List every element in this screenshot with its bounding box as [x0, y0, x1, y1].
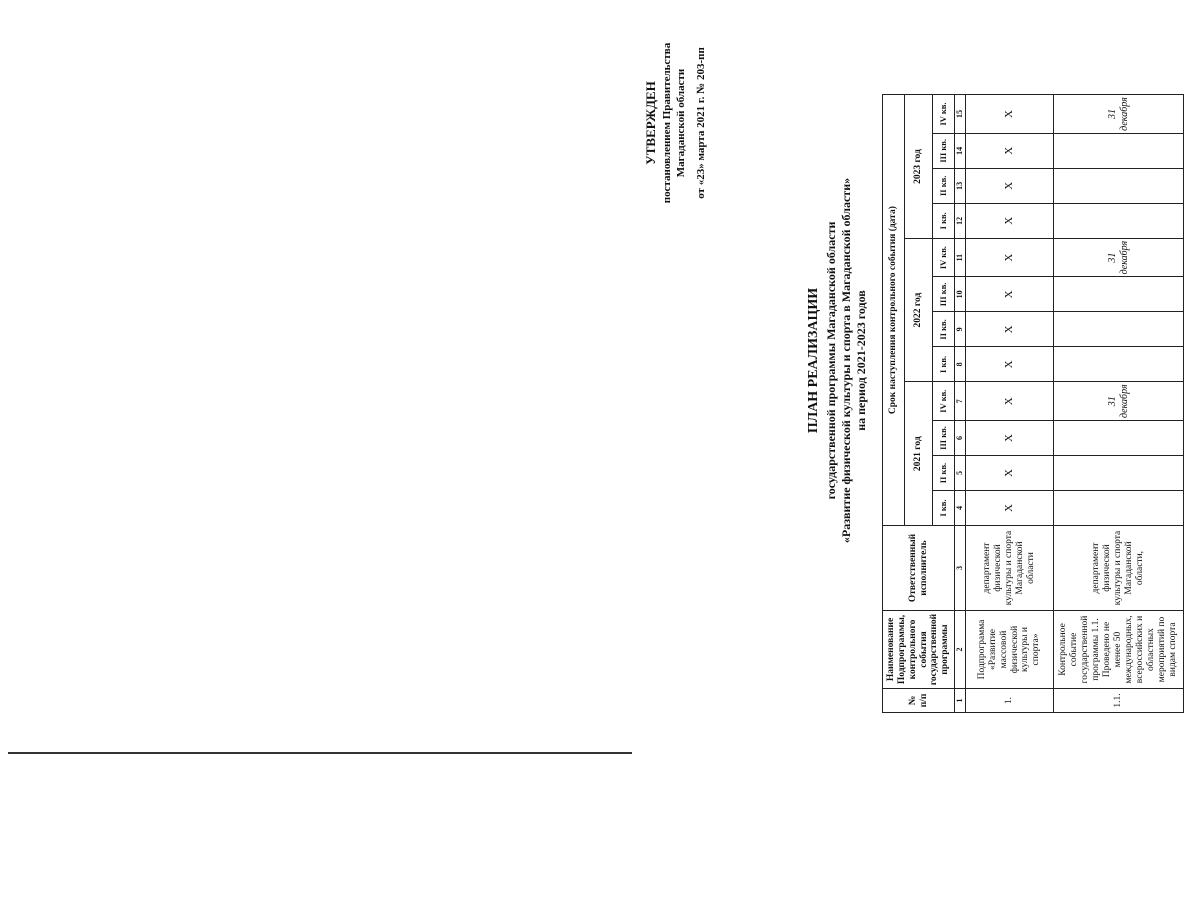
- implementation-plan-table: [882, 94, 1184, 713]
- row-mark: [1054, 347, 1184, 382]
- row-executor: департамент физической культуры и спорта Магаданской области,: [1054, 526, 1184, 611]
- row-mark: X: [966, 168, 1054, 203]
- quarter-header: IV кв.: [933, 382, 955, 421]
- quarter-header: I кв.: [933, 203, 955, 238]
- column-number: 2: [955, 611, 966, 689]
- quarter-header: I кв.: [933, 347, 955, 382]
- quarter-header: II кв.: [933, 312, 955, 347]
- row-mark: X: [966, 456, 1054, 491]
- row-mark: X: [966, 238, 1054, 277]
- row-name: Контрольное событие государственной программы 1.1. Проведено не менее 50 международных, всероссийских и областных мероприятий по видам спорта: [1054, 611, 1184, 689]
- column-number: 1: [955, 689, 966, 713]
- column-number: 5: [955, 456, 966, 491]
- quarter-header: I кв.: [933, 491, 955, 526]
- quarter-header: II кв.: [933, 168, 955, 203]
- table-row-control-event: [1054, 95, 1184, 713]
- row-mark: [1054, 203, 1184, 238]
- row-mark: [1054, 133, 1184, 168]
- row-deadline-date: 31 декабря: [1054, 238, 1184, 277]
- page-divider-line: [8, 752, 632, 754]
- row-name: Подпрограмма «Развитие массовой физической культуры и спорта»: [966, 611, 1054, 689]
- row-mark: X: [966, 277, 1054, 312]
- quarter-header: IV кв.: [933, 238, 955, 277]
- quarter-header: III кв.: [933, 133, 955, 168]
- table-row-subprogram: [966, 95, 1054, 713]
- column-number: 13: [955, 168, 966, 203]
- approval-line-3: от «23» марта 2021 г. № 203-пп: [695, 47, 707, 199]
- row-mark: [1054, 421, 1184, 456]
- header-no: № п/п: [883, 689, 955, 713]
- column-number: 11: [955, 238, 966, 277]
- header-name: Наименование Подпрограммы, контрольного события государственной программы: [883, 611, 955, 689]
- plan-subtitle-1: государственной программы Магаданской области: [824, 221, 838, 500]
- quarter-header: II кв.: [933, 456, 955, 491]
- column-number: 14: [955, 133, 966, 168]
- row-mark: X: [966, 95, 1054, 134]
- column-number: 6: [955, 421, 966, 456]
- row-mark: X: [966, 421, 1054, 456]
- column-number: 7: [955, 382, 966, 421]
- column-number: 8: [955, 347, 966, 382]
- header-year-2023: 2023 год: [905, 95, 933, 239]
- plan-title: ПЛАН РЕАЛИЗАЦИИ: [806, 287, 821, 434]
- approval-line-1: постановлением Правительства: [661, 42, 673, 204]
- row-deadline-date: 31 декабря: [1054, 95, 1184, 134]
- row-mark: X: [966, 133, 1054, 168]
- row-deadline-date: 31 декабря: [1054, 382, 1184, 421]
- approval-title: УТВЕРЖДЕН: [643, 81, 658, 165]
- plan-subtitle-2: «Развитие физической культуры и спорта в Магаданской области»: [839, 177, 853, 544]
- header-executor: Ответственный исполнитель: [883, 526, 955, 611]
- row-mark: [1054, 312, 1184, 347]
- row-mark: X: [966, 382, 1054, 421]
- row-mark: [1054, 491, 1184, 526]
- row-number: 1.: [966, 689, 1054, 713]
- header-year-2022: 2022 год: [905, 238, 933, 382]
- column-number: 4: [955, 491, 966, 526]
- row-mark: [1054, 456, 1184, 491]
- column-number: 12: [955, 203, 966, 238]
- row-mark: [1054, 277, 1184, 312]
- column-number: 3: [955, 526, 966, 611]
- header-year-2021: 2021 год: [905, 382, 933, 526]
- column-number: 10: [955, 277, 966, 312]
- row-mark: X: [966, 491, 1054, 526]
- row-number: 1.1.: [1054, 689, 1184, 713]
- row-mark: X: [966, 203, 1054, 238]
- approval-line-2: Магаданской области: [675, 68, 687, 178]
- quarter-header: III кв.: [933, 421, 955, 456]
- row-mark: [1054, 168, 1184, 203]
- plan-subtitle-3: на период 2021-2023 годов: [854, 290, 868, 431]
- column-number: 9: [955, 312, 966, 347]
- column-number: 15: [955, 95, 966, 134]
- header-deadline: Срок наступления контрольного события (дата): [883, 95, 905, 526]
- quarter-header: IV кв.: [933, 95, 955, 134]
- row-mark: X: [966, 347, 1054, 382]
- row-mark: X: [966, 312, 1054, 347]
- rotated-landscape-sheet: [638, 0, 1178, 723]
- quarter-header: III кв.: [933, 277, 955, 312]
- row-executor: департамент физической культуры и спорта Магаданской области: [966, 526, 1054, 611]
